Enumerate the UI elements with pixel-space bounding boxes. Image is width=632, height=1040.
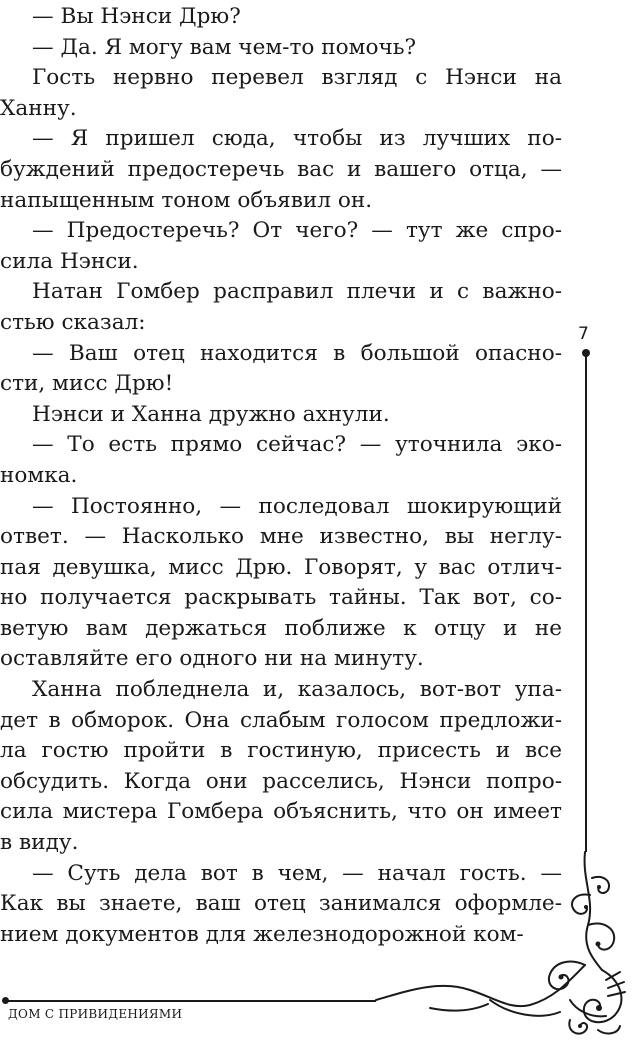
- text-line: — Суть дела вот в чем, — начал гость. —: [32, 860, 562, 886]
- text-line: оставляйте его одного ни на минуту.: [0, 646, 424, 672]
- text-line: буждений предостеречь вас и вашего отца, —: [0, 156, 562, 182]
- text-line: Ханну.: [0, 95, 77, 121]
- text-line: нием документов для железнодорожной ком-: [0, 921, 524, 947]
- text-line: дет в обморок. Она слабым голосом предложи-: [0, 707, 562, 733]
- body-text: [0, 2, 562, 950]
- running-footer: ДОМ С ПРИВИДЕНИЯМИ: [8, 1007, 183, 1021]
- margin-vertical-rule: [585, 352, 587, 852]
- page-number: 7: [578, 324, 589, 344]
- text-line: обсудить. Когда они расселись, Нэнси попро-: [0, 768, 562, 794]
- text-line: сила Нэнси.: [0, 248, 139, 274]
- text-line: Нэнси и Ханна дружно ахнули.: [32, 401, 390, 427]
- text-line: Ханна побледнела и, казалось, вот-вот упа-: [32, 677, 562, 703]
- flourish-ornament-icon: [370, 840, 632, 1040]
- text-line: ветую вам держаться поближе к отцу и не: [0, 615, 562, 641]
- text-line: Гость нервно перевел взгляд с Нэнси на: [32, 65, 562, 91]
- footer-rule: [6, 1000, 376, 1002]
- text-line: сти, мисс Дрю!: [0, 371, 174, 397]
- text-line: — То есть прямо сейчас? — уточнила эко-: [32, 432, 562, 458]
- text-line: — Предостеречь? От чего? — тут же спро-: [32, 218, 562, 244]
- text-line: — Постоянно, — последовал шокирующий: [32, 493, 562, 519]
- text-line: стью сказал:: [0, 309, 146, 335]
- text-line: но получается раскрывать тайны. Так вот, со-: [0, 585, 562, 611]
- text-line: напыщенным тоном объявил он.: [0, 187, 373, 213]
- text-line: сила мистера Гомбера объяснить, что он имеет: [0, 799, 562, 825]
- text-line: — Ваш отец находится в большой опасно-: [32, 340, 562, 366]
- text-line: — Вы Нэнси Дрю?: [32, 4, 241, 29]
- text-line: ответ. — Насколько мне известно, вы неглу-: [0, 524, 562, 550]
- text-line: Как вы знаете, ваш отец занимался оформле-: [0, 891, 562, 917]
- text-line: — Я пришел сюда, чтобы из лучших по-: [32, 126, 562, 152]
- text-line: Натан Гомбер расправил плечи и с важно-: [32, 279, 562, 305]
- text-line: номка.: [0, 462, 78, 488]
- text-line: в виду.: [0, 830, 79, 856]
- text-line: пая девушка, мисс Дрю. Говорят, у вас отлич-: [0, 554, 562, 580]
- text-line: ла гостю пройти в гостиную, присесть и все: [0, 738, 562, 764]
- text-line: — Да. Я могу вам чем-то помочь?: [32, 34, 417, 60]
